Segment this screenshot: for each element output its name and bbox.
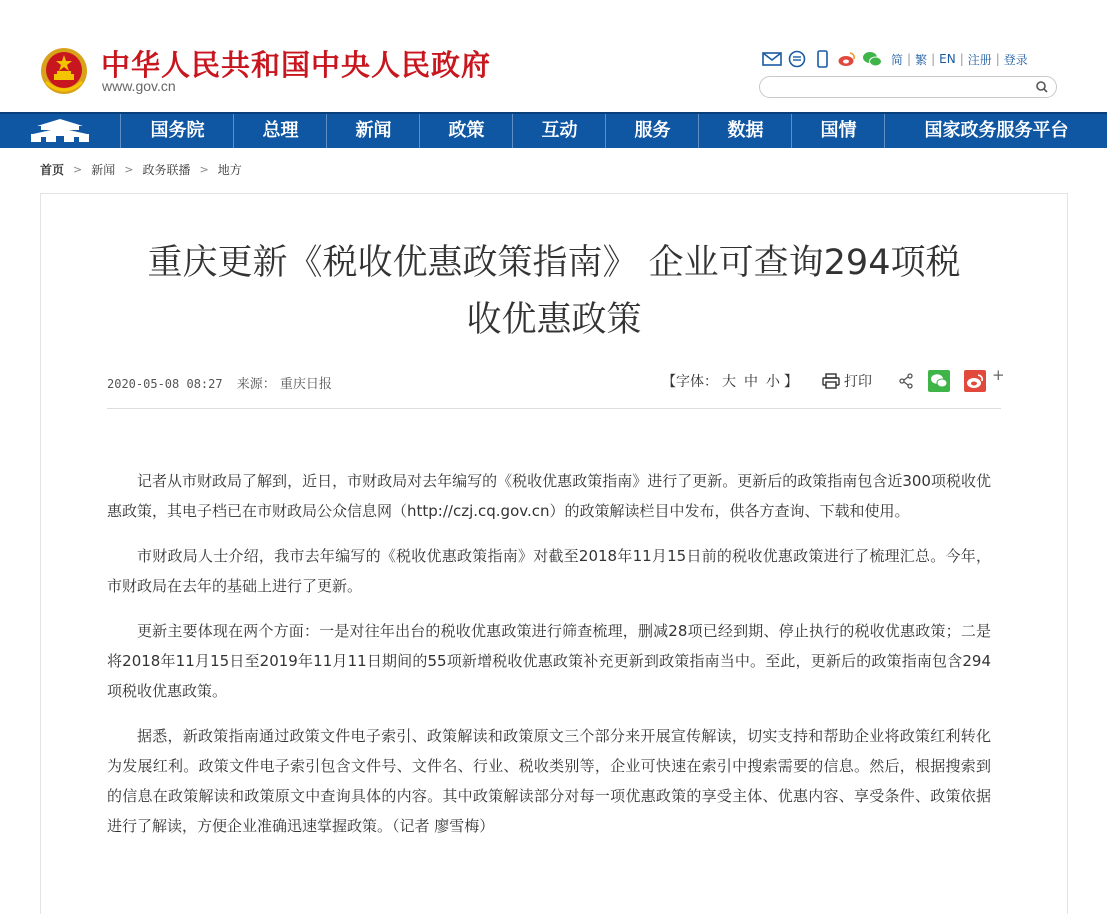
separator: |: [995, 52, 1000, 66]
main-nav: [0, 112, 1107, 148]
separator: |: [907, 52, 912, 66]
print-icon: [822, 373, 840, 389]
divider: [107, 408, 1001, 409]
article-body: [107, 466, 991, 856]
wechat-icon[interactable]: [862, 50, 882, 68]
article-tools: [662, 366, 1005, 392]
nav-item-news[interactable]: 新闻: [326, 114, 420, 148]
separator: |: [959, 52, 964, 66]
article-meta: [107, 373, 332, 392]
nav-item-gov-service-platform[interactable]: 国家政务服务平台: [884, 114, 1107, 148]
link-english[interactable]: EN: [939, 52, 956, 66]
font-size-label-close: 】: [784, 374, 798, 390]
national-emblem-icon[interactable]: [40, 46, 88, 96]
wechat-share-icon[interactable]: [928, 370, 950, 392]
font-size-label: 【字体：: [662, 374, 718, 390]
chevron-right-icon: >: [199, 163, 209, 176]
nav-item-premier[interactable]: 总理: [233, 114, 327, 148]
weibo-icon[interactable]: [837, 50, 857, 68]
article-paragraph: 更新主要体现在两个方面：一是对往年出台的税收优惠政策进行筛查梳理，删减28项已经到期、停止执行的税收优惠政策；二是将2018年11月15日至2019年11月11日期间的55项新增税收优惠政策补充更新到政策指南当中。至此，更新后的政策指南包含294项税收优惠政策。: [107, 622, 991, 700]
nav-item-national-conditions[interactable]: 国情: [791, 114, 885, 148]
mail-icon[interactable]: [762, 50, 782, 68]
print-label: 打印: [844, 374, 872, 390]
article-paragraph: 记者从市财政局了解到，近日，市财政局对去年编写的《税收优惠政策指南》进行了更新。更新后的政策指南包含近300项税收优惠政策，其电子档已在市财政局公众信息网（http://czj.cq.gov.cn）的政策解读栏目中发布，供各方查询、下载和使用。: [107, 472, 991, 520]
nav-item-policy[interactable]: 政策: [419, 114, 513, 148]
nav-home[interactable]: [0, 114, 120, 148]
article-paragraph: 市财政局人士介绍，我市去年编写的《税收优惠政策指南》对截至2018年11月15日前的税收优惠政策进行了梳理汇总。今年，市财政局在去年的基础上进行了更新。: [107, 547, 991, 595]
nav-item-interaction[interactable]: 互动: [512, 114, 606, 148]
nav-item-state-council[interactable]: 国务院: [120, 114, 234, 148]
site-title[interactable]: 中华人民共和国中央人民政府: [101, 48, 492, 82]
print-button[interactable]: [822, 371, 872, 391]
rss-icon[interactable]: [787, 50, 807, 68]
search-input[interactable]: [770, 78, 1034, 98]
font-size-large[interactable]: 大: [722, 374, 736, 390]
tiananmen-home-icon: [29, 118, 91, 144]
site-url[interactable]: www.gov.cn: [102, 78, 176, 94]
article-paragraph: 据悉，新政策指南通过政策文件电子索引、政策解读和政策原文三个部分来开展宣传解读，切实支持和帮助企业将政策红利转化为发展红利。政策文件电子索引包含文件号、文件名、行业、税收类别等，企业可快速在索引中搜索需要的信息。然后，根据搜索到的信息在政策解读和政策原文中查询具体的内容。其中政策解读部分对每一项优惠政策的享受主体、优惠内容、享受条件、政策依据进行了解读，方便企业准确迅速掌握政策。（记者 廖雪梅）: [107, 727, 991, 835]
font-size-control: [662, 371, 798, 391]
share-icon[interactable]: [898, 373, 914, 389]
link-register[interactable]: 注册: [967, 52, 992, 67]
link-simplified[interactable]: 简: [891, 52, 904, 67]
more-share-button[interactable]: +: [992, 366, 1005, 384]
nav-item-data[interactable]: 数据: [698, 114, 792, 148]
top-links: [762, 49, 1032, 69]
breadcrumb-local[interactable]: 地方: [217, 163, 242, 177]
link-traditional[interactable]: 繁: [915, 52, 928, 67]
chevron-right-icon: >: [73, 163, 83, 176]
weibo-share-icon[interactable]: [964, 370, 986, 392]
source-label: 来源：: [236, 377, 276, 392]
link-login[interactable]: 登录: [1003, 52, 1028, 67]
breadcrumb-home[interactable]: 首页: [40, 163, 65, 177]
search-box: [759, 76, 1057, 98]
font-size-small[interactable]: 小: [766, 374, 780, 390]
search-icon[interactable]: [1034, 79, 1050, 95]
source-name: 重庆日报: [279, 377, 332, 392]
article-title-line-2: 收优惠政策: [466, 300, 642, 340]
breadcrumb: [40, 161, 242, 178]
article-title: [107, 235, 1001, 349]
chevron-right-icon: >: [124, 163, 134, 176]
article-title-line-1: 重庆更新《税收优惠政策指南》 企业可查询294项税: [147, 243, 961, 283]
mobile-icon[interactable]: [812, 50, 832, 68]
publish-date: 2020-05-08 08:27: [107, 377, 223, 391]
separator: |: [931, 52, 936, 66]
font-size-medium[interactable]: 中: [744, 374, 758, 390]
nav-item-services[interactable]: 服务: [605, 114, 699, 148]
site-header: [0, 0, 1107, 112]
breadcrumb-gov-affairs[interactable]: 政务联播: [142, 163, 191, 177]
breadcrumb-news[interactable]: 新闻: [91, 163, 116, 177]
